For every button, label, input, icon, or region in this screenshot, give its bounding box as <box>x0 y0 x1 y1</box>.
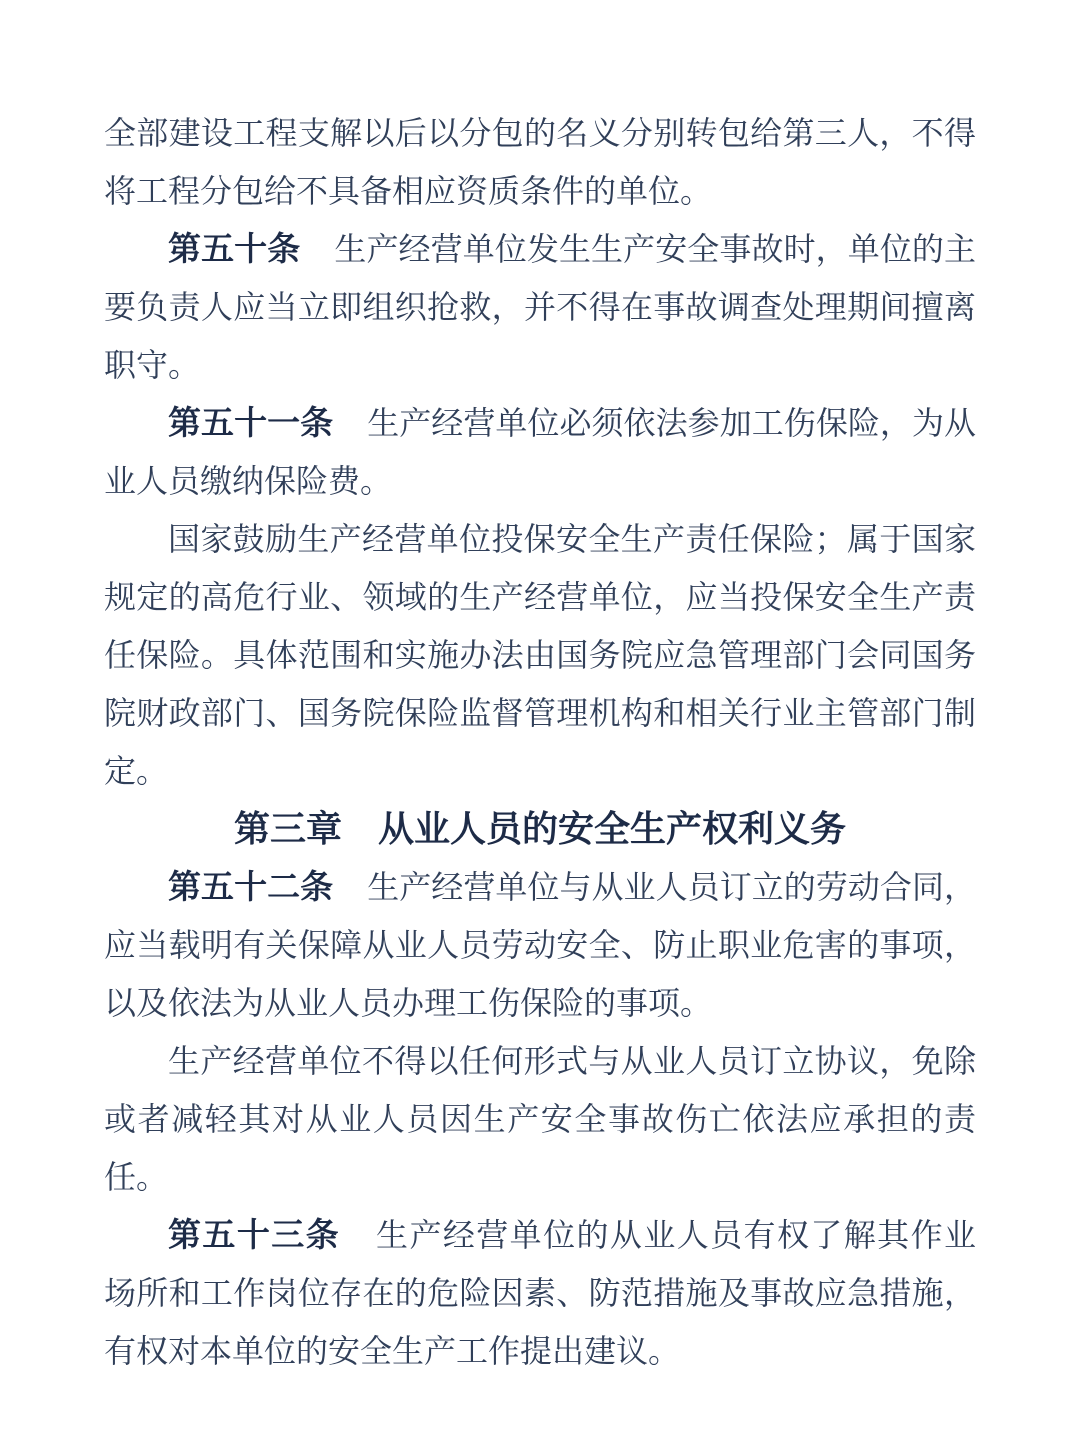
chapter-heading: 第三章 从业人员的安全生产权利义务 <box>233 808 846 849</box>
article-number-51: 第五十一条 <box>168 404 334 441</box>
article-number-53: 第五十三条 <box>168 1216 341 1253</box>
article-paragraph-52 <box>104 858 976 1032</box>
article-text-53: 生产经营单位的从业人员有权了解其作业场所和工作岗位存在的危险因素、防范措施及事故应急措施，有权对本单位的安全生产工作提出建议。 <box>104 1217 976 1369</box>
article-paragraph-50 <box>104 220 976 394</box>
paragraph-insurance-encouragement: 国家鼓励生产经营单位投保安全生产责任保险；属于国家规定的高危行业、领域的生产经营单位，应当投保安全生产责任保险。具体范围和实施办法由国务院应急管理部门会同国务院财政部门、国务院保险监督管理机构和相关行业主管部门制定。 <box>104 521 976 789</box>
article-text-52: 生产经营单位与从业人员订立的劳动合同，应当载明有关保障从业人员劳动安全、防止职业危害的事项，以及依法为从业人员办理工伤保险的事项。 <box>104 869 976 1021</box>
paragraph-continuation: 全部建设工程支解以后以分包的名义分别转包给第三人，不得将工程分包给不具备相应资质条件的单位。 <box>104 115 976 209</box>
article-number-52: 第五十二条 <box>168 868 334 905</box>
article-number-50: 第五十条 <box>168 230 301 267</box>
paragraph-agreement-prohibition: 生产经营单位不得以任何形式与从业人员订立协议，免除或者减轻其对从业人员因生产安全事故伤亡依法应承担的责任。 <box>104 1043 976 1195</box>
article-text-51: 生产经营单位必须依法参加工伤保险，为从业人员缴纳保险费。 <box>104 405 976 499</box>
article-paragraph-53 <box>104 1206 976 1380</box>
article-paragraph-51 <box>104 394 976 510</box>
article-text-50: 生产经营单位发生生产安全事故时，单位的主要负责人应当立即组织抢救，并不得在事故调查处理期间擅离职守。 <box>104 231 976 383</box>
